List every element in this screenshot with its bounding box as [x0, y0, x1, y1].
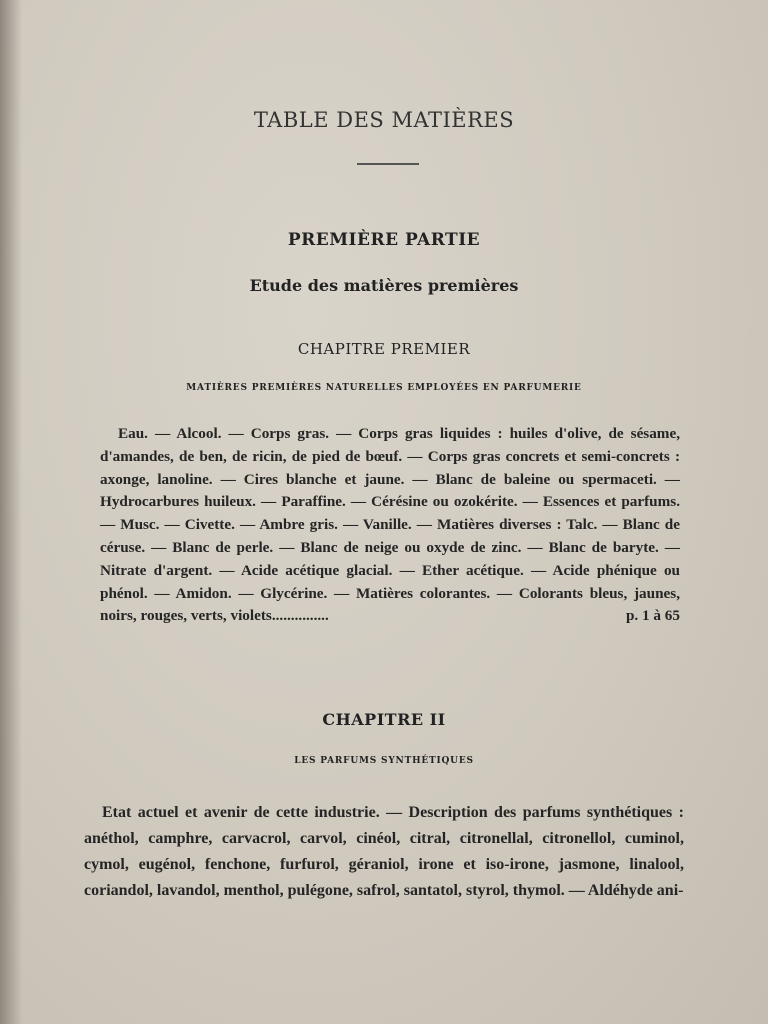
part-subtitle: Etude des matières premières: [249, 276, 519, 295]
chapter-1-contents: [100, 423, 680, 628]
part-title: PREMIÈRE PARTIE: [287, 230, 481, 250]
chapter-2-contents: [84, 800, 684, 904]
title-divider: [357, 163, 419, 165]
page-gutter-shadow: [0, 0, 22, 1024]
chapter-2-text: Etat actuel et avenir de cette industrie. — Description des parfums synthétiques : anéthol, camphre, carvacrol, carvol, cinéol, citral, citronellal, citronellol, cuminol, cymol, eugénol, fenchone, furfurol, géraniol, irone et iso-irone, jasmone, linalool, coriandol, lavandol, menthol, pulégone, safrol, santatol, styrol, thymol. — Aldéhyde ani-: [84, 804, 684, 899]
chapter-1-subtitle: MATIÈRES PREMIÈRES NATURELLES EMPLOYÉES EN PARFUMERIE: [186, 383, 582, 393]
chapter-1-text: Eau. — Alcool. — Corps gras. — Corps gras liquides : huiles d'olive, de sésame, d'amandes, de ben, de ricin, de pied de bœuf. — Corps gras concrets et semi-concrets : axonge, lanoline. — Cires blanche et jaune. — Blanc de baleine ou spermaceti. — Hydrocarbures huileux. — Paraffine. — Cérésine ou ozokérite. — Essences et parfums. — Musc. — Civette. — Ambre gris. — Vanille. — Matières diverses : Talc. — Blanc de céruse. — Blanc de perle. — Blanc de neige ou oxyde de zinc. — Blanc de baryte. — Nitrate d'argent. — Acide acétique glacial. — Ether acétique. — Acide phénique ou phénol. — Amidon. — Glycérine. — Matières colorantes. — Colorants bleus, jaunes, noirs, rouges, verts, violets...............: [100, 425, 680, 625]
toc-title: TABLE DES MATIÈRES: [253, 108, 515, 132]
chapter-2-subtitle: LES PARFUMS SYNTHÉTIQUES: [294, 756, 474, 766]
chapter-1-heading: CHAPITRE PREMIER: [297, 340, 471, 358]
chapter-1-page-range: p. 1 à 65: [625, 607, 680, 625]
chapter-2-heading: CHAPITRE II: [322, 710, 446, 729]
